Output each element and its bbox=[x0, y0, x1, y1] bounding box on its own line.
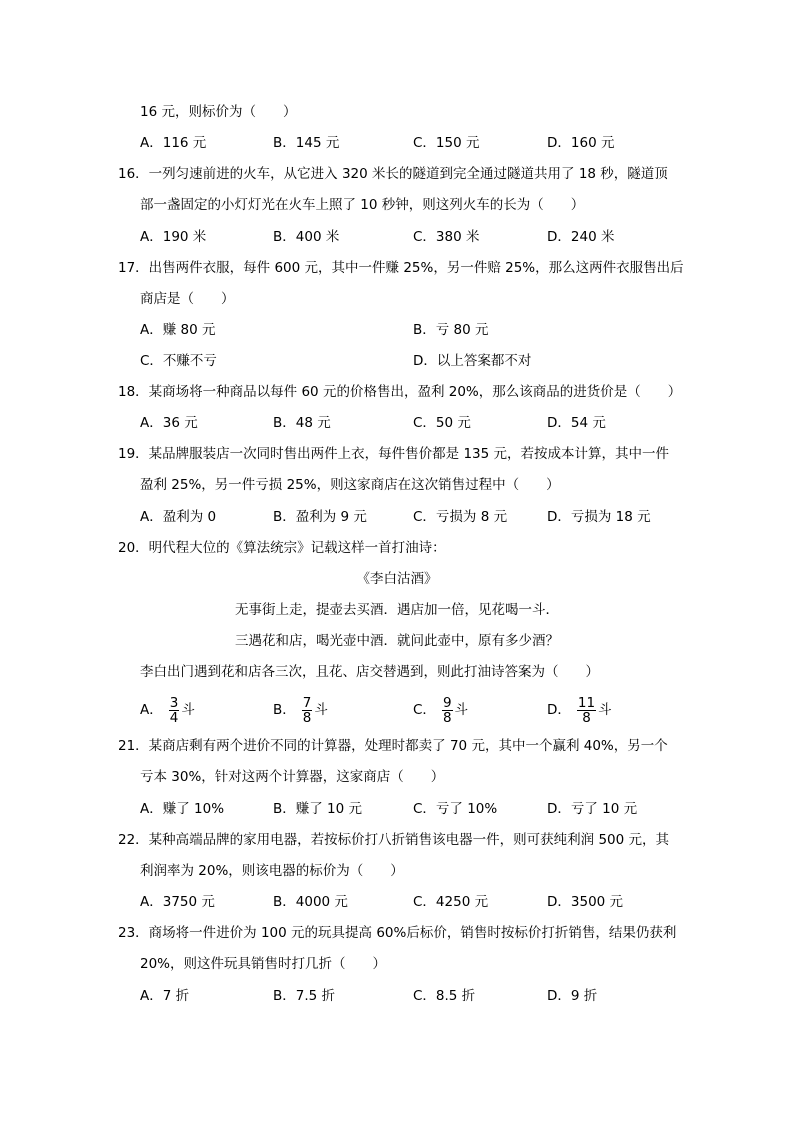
q17-options-row1 bbox=[140, 320, 700, 340]
fraction bbox=[302, 696, 313, 725]
q21-stem-line1: 21．某商店剩有两个进价不同的计算器，处理时都卖了 70 元，其中一个赢利 40%，另一个 bbox=[118, 738, 668, 754]
q21-option-a: A．赚了 10% bbox=[140, 801, 225, 817]
q15-option-d: D．160 元 bbox=[547, 135, 615, 151]
q20-stem-line2: 李白出门遇到花和店各三次，且花、店交替遇到，则此打油诗答案为（ ） bbox=[140, 664, 599, 680]
q20-option-c-label: C． bbox=[413, 702, 436, 718]
q15-options bbox=[140, 133, 700, 153]
q19-option-d: D．亏损为 18 元 bbox=[547, 509, 651, 525]
q23-option-a: A．7 折 bbox=[140, 988, 190, 1004]
q20-option-c-unit: 斗 bbox=[454, 702, 469, 718]
q20-option-b bbox=[273, 692, 328, 728]
q16-stem-line2: 部一盏固定的小灯灯光在火车上照了 10 秒钟，则这列火车的长为（ ） bbox=[140, 197, 585, 213]
q20-option-c bbox=[413, 692, 468, 728]
q19-stem-line2: 盈利 25%，另一件亏损 25%，则这家商店在这次销售过程中（ ） bbox=[140, 477, 560, 493]
q17-option-c: C．不赚不亏 bbox=[140, 353, 217, 369]
q16-option-d: D．240 米 bbox=[547, 229, 615, 245]
q22-option-d: D．3500 元 bbox=[547, 894, 624, 910]
q18-option-c: C．50 元 bbox=[413, 415, 471, 431]
q23-stem-line1: 23．商场将一件进价为 100 元的玩具提高 60%后标价，销售时按标价打折销售，结果仍获利 bbox=[118, 925, 677, 941]
q16-stem-line1: 16．一列匀速前进的火车，从它进入 320 米长的隧道到完全通过隧道共用了 18 秒，隧道顶 bbox=[118, 166, 668, 182]
q19-stem-line1: 19．某品牌服装店一次同时售出两件上衣，每件售价都是 135 元，若按成本计算，其中一件 bbox=[118, 446, 670, 462]
q21-options bbox=[140, 799, 700, 819]
q22-options bbox=[140, 892, 700, 912]
q20-option-d-unit: 斗 bbox=[598, 702, 612, 718]
q23-option-d: D．9 折 bbox=[547, 988, 598, 1004]
q16-options bbox=[140, 227, 700, 247]
q17-options-row2 bbox=[140, 351, 700, 371]
q21-stem-line2: 亏本 30%，针对这两个计算器，这家商店（ ） bbox=[140, 769, 445, 785]
q20-poem-line1: 无事街上走，提壶去买酒．遇店加一倍，见花喝一斗． bbox=[235, 602, 559, 618]
q17-stem-line1: 17．出售两件衣服，每件 600 元，其中一件赚 25%，另一件赔 25%，那么这两件衣服售出后 bbox=[118, 260, 684, 276]
q16-option-a: A．190 米 bbox=[140, 229, 207, 245]
q15-option-a: A．116 元 bbox=[140, 135, 207, 151]
q20-option-d-label: D． bbox=[547, 702, 571, 718]
q17-stem-line2: 商店是（ ） bbox=[140, 291, 235, 307]
q20-option-b-unit: 斗 bbox=[314, 702, 328, 718]
q20-stem-line1: 20．明代程大位的《算法统宗》记载这样一首打油诗： bbox=[118, 540, 446, 556]
fraction-denominator: 8 bbox=[302, 709, 312, 726]
q22-option-c: C．4250 元 bbox=[413, 894, 489, 910]
q18-options bbox=[140, 413, 700, 433]
fraction bbox=[577, 696, 596, 725]
q21-option-b: B．赚了 10 元 bbox=[273, 801, 363, 817]
q23-option-b: B．7.5 折 bbox=[273, 988, 336, 1004]
fraction-numerator: 9 bbox=[442, 694, 452, 711]
q22-option-b: B．4000 元 bbox=[273, 894, 348, 910]
q21-option-d: D．亏了 10 元 bbox=[547, 801, 638, 817]
q15-option-c: C．150 元 bbox=[413, 135, 480, 151]
q23-options bbox=[140, 986, 700, 1006]
q20-option-a bbox=[140, 692, 195, 728]
q15-stem-tail: 16 元，则标价为（ ） bbox=[140, 104, 297, 120]
q19-option-a: A．盈利为 0 bbox=[140, 509, 217, 525]
fraction bbox=[442, 696, 453, 725]
q16-option-c: C．380 米 bbox=[413, 229, 480, 245]
q18-option-b: B．48 元 bbox=[273, 415, 331, 431]
q21-option-c: C．亏了 10% bbox=[413, 801, 498, 817]
fraction-numerator: 3 bbox=[169, 694, 179, 711]
q20-poem-title: 《李白沽酒》 bbox=[356, 571, 438, 587]
q17-option-b: B．亏 80 元 bbox=[413, 322, 489, 338]
q18-option-d: D．54 元 bbox=[547, 415, 606, 431]
q20-option-b-label: B． bbox=[273, 702, 296, 718]
q22-stem-line2: 利润率为 20%，则该电器的标价为（ ） bbox=[140, 863, 404, 879]
fraction-denominator: 8 bbox=[582, 709, 591, 726]
q20-option-d bbox=[547, 692, 612, 728]
fraction-denominator: 4 bbox=[169, 709, 179, 726]
fraction bbox=[169, 696, 180, 725]
q19-option-c: C．亏损为 8 元 bbox=[413, 509, 508, 525]
fraction-numerator: 7 bbox=[302, 694, 312, 711]
q22-option-a: A．3750 元 bbox=[140, 894, 215, 910]
q15-option-b: B．145 元 bbox=[273, 135, 340, 151]
q17-option-d: D．以上答案都不对 bbox=[413, 353, 532, 369]
q16-option-b: B．400 米 bbox=[273, 229, 340, 245]
q23-stem-line2: 20%，则这件玩具销售时打几折（ ） bbox=[140, 956, 387, 972]
q19-options bbox=[140, 507, 700, 527]
q22-stem-line1: 22．某种高端品牌的家用电器，若按标价打八折销售该电器一件，则可获纯利润 500 元，其 bbox=[118, 832, 670, 848]
q17-option-a: A．赚 80 元 bbox=[140, 322, 216, 338]
q19-option-b: B．盈利为 9 元 bbox=[273, 509, 367, 525]
q20-options bbox=[140, 694, 700, 726]
q20-poem-line2: 三遇花和店，喝光壶中酒．就问此壶中，原有多少酒？ bbox=[235, 633, 559, 649]
q20-option-a-label: A． bbox=[140, 702, 163, 718]
q18-option-a: A．36 元 bbox=[140, 415, 198, 431]
fraction-numerator: 11 bbox=[577, 694, 596, 711]
q20-option-a-unit: 斗 bbox=[181, 702, 195, 718]
fraction-denominator: 8 bbox=[442, 709, 452, 726]
q18-stem: 18．某商场将一种商品以每件 60 元的价格售出，盈利 20%，那么该商品的进货价是（ ） bbox=[118, 384, 682, 400]
q23-option-c: C．8.5 折 bbox=[413, 988, 476, 1004]
